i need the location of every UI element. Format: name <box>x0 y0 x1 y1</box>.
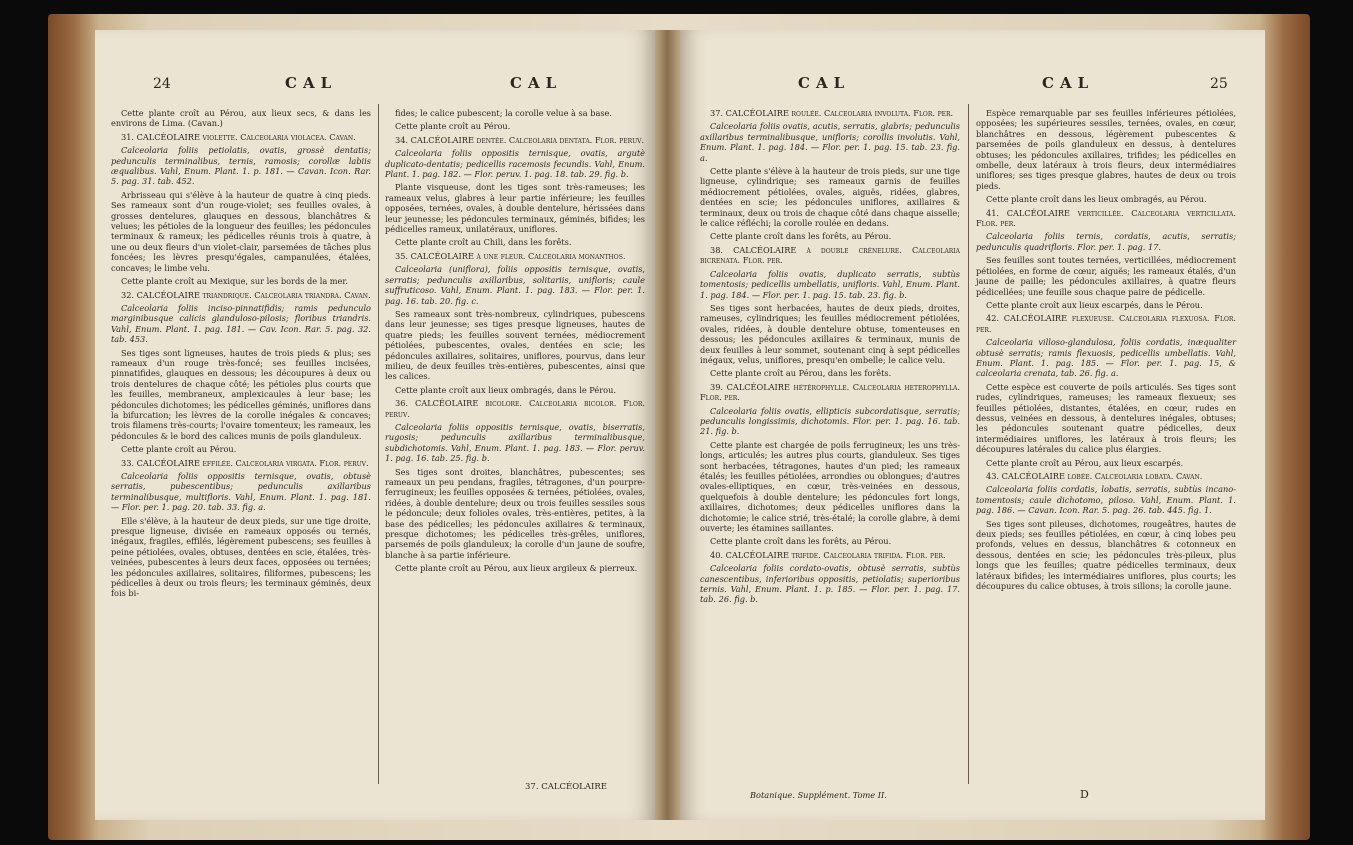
paragraph: Ses tiges sont herbacées, hautes de deux pieds, droites, rameuses, cylindriques; les feuilles médiocrement pétiolées, ovales, ridées, à double dentelure obtuse, tomenteuses en dessous; les pédoncules axillaires & terminaux, munis de deux feuilles à leur sommet, soutenant cinq à sept pédicelles inégaux, velus, uniflores, presqu'en ombelle; le calice velu. <box>700 302 960 365</box>
running-head-right: CAL <box>1042 74 1095 92</box>
paragraph: 32. CALCÉOLAIRE triandrique. Calceolaria triandra. Cavan. <box>121 289 371 300</box>
paragraph: Cette plante croît au Pérou, aux lieux escarpés. <box>986 457 1184 468</box>
paragraph: Elle s'élève, à la hauteur de deux pieds, sur une tige droite, presque ligneuse, divisée en rameaux opposés ou ternés, inégaux, fragiles, effilés, légèrement pubescens; ses feuilles à peine pétiolées, ovales, obtuses, dentées en scie, étalées, très-veinées, pubescentes à leurs deux faces, opposées ou ternées; les pédoncules axillaires, solitaires, filiformes, pubescens; les pédicelles à deux ou trois fleurs; les terminaux géminés, deux fois bi- <box>111 515 371 599</box>
paragraph: Cette plante croît au Mexique, sur les bords de la mer. <box>121 276 349 287</box>
paragraph: Ses tiges sont ligneuses, hautes de trois pieds & plus; ses rameaux d'un rouge très-foncé; ses feuilles incisées, pinnatifides, glauques en dessous; les découpures à deux ou trois dentelures de chaque côté; les pétioles plus courts que les feuilles, membraneux, amplexicaules à leur base; les pédoncules dichotomes; les pédicelles géminés, uniflores dans la bifurcation; les lèvres de la corolle inégales & concaves; trois filamens très-courts; l'ovaire tomenteux; les rameaux, les pédoncules & le bord des calices munis de poils glanduleux. <box>111 347 371 441</box>
text-column-1 <box>700 108 960 608</box>
paragraph: Cette espèce est couverte de poils articulés. Ses tiges sont rudes, cylindriques, rameuses; les rameaux flexueux; ses feuilles pétiolées, distantes, étalées, en cœur, rudes en dessus, veinées en dessous, à dentelures inégales, obtuses; les pédoncules soutenant quatre pédicelles, deux intermédiaires uniflores, les latéraux à trois fleurs; les découpures latérales du calice plus élargies. <box>976 381 1236 455</box>
paragraph: Calceolaria foliis ovatis, ellipticis subcordatisque, serratis; pedunculis longissimis, dichotomis. Flor. per. 1. pag. 16. tab. 21. fig. b. <box>700 405 960 437</box>
running-head-left: CAL <box>798 74 851 92</box>
paragraph: Calceolaria foliis ternis, cordatis, acutis, serratis; pedunculis quadrifloris. Flor. per. 1. pag. 17. <box>976 231 1236 252</box>
paragraph: Cette plante croît au Chili, dans les forêts. <box>395 237 572 248</box>
right-page <box>680 30 1265 820</box>
paragraph: Calceolaria foliis oppositis ternisque, ovatis, argutè duplicato-dentatis; pedicellis racemosis fecundis. Vahl, Enum. Plant. 1. pag. 182. — Flor. peruv. 1. pag. 18. tab. 29. fig. b. <box>385 148 645 180</box>
paragraph: fides; le calice pubescent; la corolle velue à sa base. <box>395 108 612 118</box>
paragraph: Cette plante est chargée de poils ferrugineux; les uns très-longs, articulés; les autres plus courts, glanduleux. Ses tiges sont herbacées, tétragones, hautes d'un pied; les rameaux étalés; les feuilles pétiolées, arrondies ou oblongues; d'autres ovales-elliptiques, en cœur, très-veinées en dessous, quelquefois à double dentelure; les pédoncules fort longs, axillaires, dichotomes; deux pédicelles uniflores dans la dichotomie; le calice strié, très-étalé; la corolle glabre, à demi ouverte; les étamines saillantes. <box>700 439 960 534</box>
signature-mark: D <box>1080 788 1089 801</box>
paragraph: Calceolaria foliis ovatis, acutis, serratis, glabris; pedunculis axillaribus terminalibusque, unifloris; corollis involutis. Vahl, Enum. Plant. 1. pag. 184. — Flor. per. 1. pag. 15. tab. 23. fig. a. <box>700 121 960 163</box>
text-column-1 <box>111 108 371 602</box>
paragraph: 39. CALCÉOLAIRE hétérophylle. Calceolaria heterophylla. Flor. per. <box>700 381 960 403</box>
left-page <box>95 30 655 820</box>
paragraph: Cette plante croît au Pérou, dans les forêts. <box>710 368 892 379</box>
column-rule <box>378 104 379 784</box>
paragraph: Ses tiges sont droites, blanchâtres, pubescentes; ses rameaux un peu pendans, fragiles, tétragones, d'un pourpre-ferrugineux; les feuilles opposées & ternées, pétiolées, ovales, ridées, à double dentelure; deux ou trois feuilles sessiles sous le pédoncule; deux folioles ovales, très-entières, petites, à la base des pédicelles; les pédoncules axillaires & terminaux, presque dichotomes; les pédicelles très-grêles, uniflores, parsemés de poils glanduleux; la corolle d'un jaune de soufre, blanche à sa partie inférieure. <box>385 466 645 560</box>
running-head-left: CAL <box>285 74 338 92</box>
paragraph: Cette plante croît dans les forêts, au Pérou. <box>710 231 892 242</box>
paragraph: Calceolaria (uniflora), foliis oppositis ternisque, ovatis, serratis; pedunculis axillaribus, solitariis, unifloris; caule suffruticoso. Vahl, Enum. Plant. 1. pag. 183. — Flor. per. 1. pag. 16. tab. 20. fig. c. <box>385 264 645 306</box>
paragraph: Plante visqueuse, dont les tiges sont très-rameuses; les rameaux velus, glabres à leur partie inférieure; les feuilles opposées, ternées, ovales, à double dentelure, hérissées dans leur jeunesse; les pédoncules terminaux, géminés, bifides; les pédicelles rameux, unilatéraux, uniflores. <box>385 182 645 235</box>
paragraph: Calceolaria foliis cordato-ovatis, obtusè serratis, subtùs canescentibus, inferioribus oppositis, petiolatis; superioribus ternis. Vahl, Enum. Plant. 1. p. 185. — Flor. per. 1. pag. 17. tab. 26. fig. b. <box>700 563 960 605</box>
running-head-right: CAL <box>510 74 563 92</box>
paragraph: Calceolaria foliis oppositis ternisque, ovatis, biserratis, rugosis; pedunculis axillaribus terminalibusque, subdichotomis. Vahl, Enum. Plant. 1. pag. 183. — Flor. peruv. 1. pag. 16. tab. 25. fig. b. <box>385 421 645 464</box>
paragraph: 40. CALCÉOLAIRE trifide. Calceolaria trifida. Flor. per. <box>710 549 946 560</box>
paragraph: 36. CALCÉOLAIRE bicolore. Calceolaria bicolor. Flor. peruv. <box>385 398 645 419</box>
paragraph: 38. CALCÉOLAIRE à double crénelure. Calceolaria bicrenata. Flor. per. <box>700 244 960 266</box>
paragraph: 41. CALCÉOLAIRE verticillée. Calceolaria verticillata. Flor. per. <box>976 207 1236 229</box>
paragraph: 31. CALCÉOLAIRE violette. Calceolaria violacea. Cavan. <box>121 131 356 142</box>
paragraph: Cette plante s'élève à la hauteur de trois pieds, sur une tige ligneuse, cylindrique; ses rameaux garnis de feuilles médiocrement pétiolées, ovales, aiguës, ridées, glabres, dentées en scie; les pédoncules uniflores, axillaires & terminaux, deux ou trois de chaque côté dans chaque aisselle; le calice réfléchi; la corolle roulée en dedans. <box>700 166 960 229</box>
paragraph: Calceolaria foliis ovatis, duplicato serratis, subtùs tomentosis; pedicellis umbellatis, unifloris. Vahl, Enum. Plant. 1. pag. 184. — Flor. per. 1. pag. 15. tab. 23. fig. b. <box>700 268 960 300</box>
paragraph: Cette plante croît aux lieux ombragés, dans le Pérou. <box>395 384 616 395</box>
paragraph: Arbrisseau qui s'élève à la hauteur de quatre à cinq pieds. Ses rameaux sont d'un rouge-violet; ses feuilles ovales, à grosses dentelures, glauques en dessous, blanchâtres & velues; les pétioles de la longueur des feuilles; les pédoncules terminaux & rameux; les pédicelles réunis trois à quatre, à une ou deux fleurs d'un violet-clair, parsemées de tâches plus foncées; les lèvres presqu'égales, campanulées, étalées, concaves; le limbe velu. <box>111 189 371 273</box>
book-gutter <box>655 30 680 820</box>
column-rule <box>968 104 969 784</box>
paragraph: 34. CALCÉOLAIRE dentée. Calceolaria dentata. Flor. peruv. <box>395 134 645 145</box>
paragraph: Cette plante croît au Pérou. <box>121 444 237 455</box>
page-number: 24 <box>153 76 171 92</box>
paragraph: Espèce remarquable par ses feuilles inférieures pétiolées, opposées; les supérieures sessiles, ternées, ovales, en cœur, blanchâtres en dessous, légèrement pubescentes & parsemées de poils glanduleux en dessus, à dentelures obtuses; les pédoncules axillaires, trifides; les pédicelles en ombelle, deux latéraux à trois fleurs, deux intermédiaires uniflores; ses tiges presque glabres, hautes de deux ou trois pieds. <box>976 108 1236 191</box>
paragraph: 37. CALCÉOLAIRE roulée. Calceolaria involuta. Flor. per. <box>710 108 954 118</box>
paragraph: 42. CALCÉOLAIRE flexueuse. Calceolaria flexuosa. Flor. per. <box>976 313 1236 334</box>
paragraph: Ses tiges sont pileuses, dichotomes, rougeâtres, hautes de deux pieds; ses feuilles pétiolées, en cœur, à cinq lobes peu profonds, velues en dessus, blanchâtres & cotonneux en dessous, dentées en scie; les pédoncules très-pileux, plus longs que les feuilles; quatre pédicelles terminaux, deux latéraux bifides; les intermédiaires uniflores, plus courts; les découpures du calice obtuses, à trois sillons; la corolle jaune. <box>976 518 1236 592</box>
paragraph: 43. CALCÉOLAIRE lobée. Calceolaria lobata. Cavan. <box>986 471 1203 481</box>
paragraph: Cette plante croît dans les lieux ombragés, au Pérou. <box>986 194 1207 205</box>
paragraph: 35. CALCÉOLAIRE à une fleur. Calceolaria monanthos. <box>395 250 626 261</box>
paragraph: Ses feuilles sont toutes ternées, verticillées, médiocrement pétiolées, en forme de cœur, aiguës; les rameaux étalés, d'un jaune de paille; les pédoncules axillaires, à quatre fleurs pédicellées; une feuille sous chaque paire de pédicelle. <box>976 255 1236 297</box>
paragraph: Cette plante croît dans les forêts, au Pérou. <box>710 536 892 547</box>
paragraph: Calceolaria foliis inciso-pinnatifidis; ramis pedunculo marginibusque calicis glandulosо-pilosis; floribus triandris. Vahl, Enum. Plant. 1. pag. 181. — Cav. Icon. Rar. 5. pag. 32. tab. 453. <box>111 302 371 345</box>
paragraph: Calceolaria foliis petiolatis, ovatis, grossè dentatis; pedunculis terminalibus, ternis, ramosis; corollæ labiis æqualibus. Vahl, Enum. Plant. 1. p. 181. — Cavan. Icon. Rar. 5. pag. 31. tab. 452. <box>111 145 371 187</box>
paragraph: Calceolaria foliis cordatis, lobatis, serratis, subtùs incano-tomentosis; caule dichotomo, piloso. Vahl, Enum. Plant. 1. pag. 186. — Cavan. Icon. Rar. 5. pag. 26. tab. 445. fig. 1. <box>976 484 1236 516</box>
text-column-2 <box>385 108 645 577</box>
paragraph: Calceolaria foliis oppositis ternisque, ovatis, obtusè serratis, pubescentibus; pedunculis axillaribus terminalibusque, multifloris. Vahl, Enum. Plant. 1. pag. 181. — Flor. per. 1. pag. 20. tab. 33. fig. a. <box>111 471 371 513</box>
page-number: 25 <box>1210 76 1228 92</box>
paragraph: Cette plante croît aux lieux escarpés, dans le Pérou. <box>986 299 1203 310</box>
page-footer: Botanique. Supplément. Tome II. <box>750 790 887 800</box>
paragraph: Calceolaria villoso-glandulosa, foliis cordatis, inæqualiter obtusè serratis; ramis flexuosis, pedicellis umbellatis. Vahl, Enum. Plant. 1. pag. 185. — Flor. per. 1. pag. 15, & calceolaria crenata, tab. 26. fig. a. <box>976 337 1236 379</box>
paragraph: Cette plante croît au Pérou. <box>395 121 511 132</box>
paragraph: 33. CALCÉOLAIRE effilée. Calceolaria virgata. Flor. peruv. <box>121 457 369 468</box>
text-column-2 <box>976 108 1236 594</box>
paragraph: Cette plante croît au Pérou, aux lieux secs, & dans les environs de Lima. (Cavan.) <box>111 108 371 129</box>
paragraph: Ses rameaux sont très-nombreux, cylindriques, pubescens dans leur jeunesse; ses tiges presque ligneuses, hautes de quatre pieds; les feuilles souvent ternées, médiocrement pétiolées, pubescentes, ovales, dentées en scie; les pédoncules axillaires, solitaires, uniflores, pourvus, dans leur milieu, de deux feuilles très-entières, pubescentes, ainsi que les calices. <box>385 308 645 382</box>
catchword: 37. CALCÉOLAIRE <box>525 782 607 792</box>
paragraph: Cette plante croît au Pérou, aux lieux argileux & pierreux. <box>395 563 638 574</box>
